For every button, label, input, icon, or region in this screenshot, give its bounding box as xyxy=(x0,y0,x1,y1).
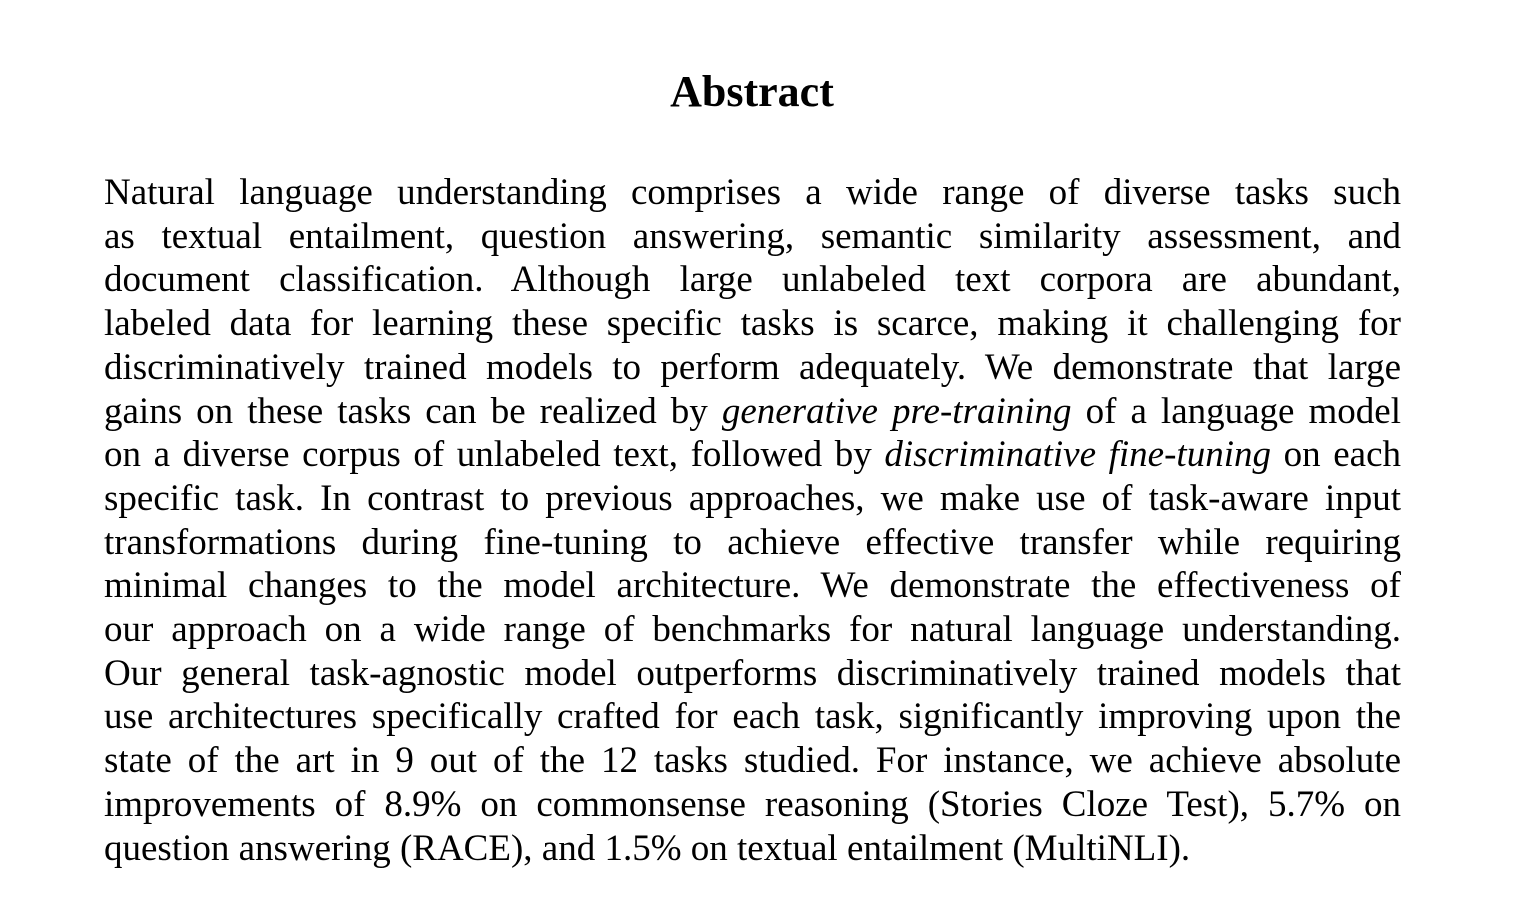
abstract-line xyxy=(104,433,1401,477)
abstract-line xyxy=(104,695,1401,739)
abstract-line xyxy=(104,827,1401,871)
abstract-line xyxy=(104,171,1401,215)
text-segment: labeled data for learning these specific tasks is scarce, making it challenging for xyxy=(104,303,1401,345)
abstract-line xyxy=(104,477,1401,521)
italic-term: generative pre-training xyxy=(721,390,1072,432)
text-segment: improvements of 8.9% on commonsense reasoning (Stories Cloze Test), 5.7% on xyxy=(104,783,1401,825)
text-segment: Natural language understanding comprises a wide range of diverse tasks such xyxy=(104,172,1401,213)
abstract-line xyxy=(104,346,1401,390)
text-segment: transformations during fine-tuning to achieve effective transfer while requiring xyxy=(104,521,1401,563)
text-segment: our approach on a wide range of benchmarks for natural language understanding. xyxy=(104,609,1401,651)
text-segment: document classification. Although large unlabeled text corpora are abundant, xyxy=(104,259,1401,301)
abstract-line xyxy=(104,608,1401,652)
text-segment: question answering (RACE), and 1.5% on textual entailment (MultiNLI). xyxy=(104,827,1191,869)
abstract-line xyxy=(104,302,1401,346)
text-segment: discriminatively trained models to perform adequately. We demonstrate that large xyxy=(104,346,1401,388)
abstract-line xyxy=(104,390,1401,434)
italic-term: discriminative fine-tuning xyxy=(884,434,1271,476)
abstract-line xyxy=(104,564,1401,608)
text-segment: use architectures specifically crafted for each task, significantly improving upon the xyxy=(104,696,1401,738)
text-segment: on each xyxy=(1271,434,1401,476)
text-segment: of a language model xyxy=(1071,390,1401,432)
abstract-line xyxy=(104,739,1401,783)
text-segment: gains on these tasks can be realized by xyxy=(104,390,722,432)
abstract-line xyxy=(104,215,1401,259)
text-segment: on a diverse corpus of unlabeled text, followed by xyxy=(104,434,885,476)
abstract-heading: Abstract xyxy=(670,67,834,116)
text-segment: specific task. In contrast to previous approaches, we make use of task-aware input xyxy=(104,477,1401,519)
abstract-line xyxy=(104,258,1401,302)
abstract-line xyxy=(104,652,1401,696)
abstract-line xyxy=(104,521,1401,565)
text-segment: state of the art in 9 out of the 12 tasks studied. For instance, we achieve absolute xyxy=(104,740,1401,782)
text-segment: minimal changes to the model architecture. We demonstrate the effectiveness of xyxy=(104,565,1401,607)
text-segment: as textual entailment, question answering, semantic similarity assessment, and xyxy=(104,215,1401,257)
abstract-line xyxy=(104,783,1401,827)
text-segment: Our general task-agnostic model outperforms discriminatively trained models that xyxy=(104,652,1401,694)
abstract-paragraph xyxy=(104,171,1401,870)
